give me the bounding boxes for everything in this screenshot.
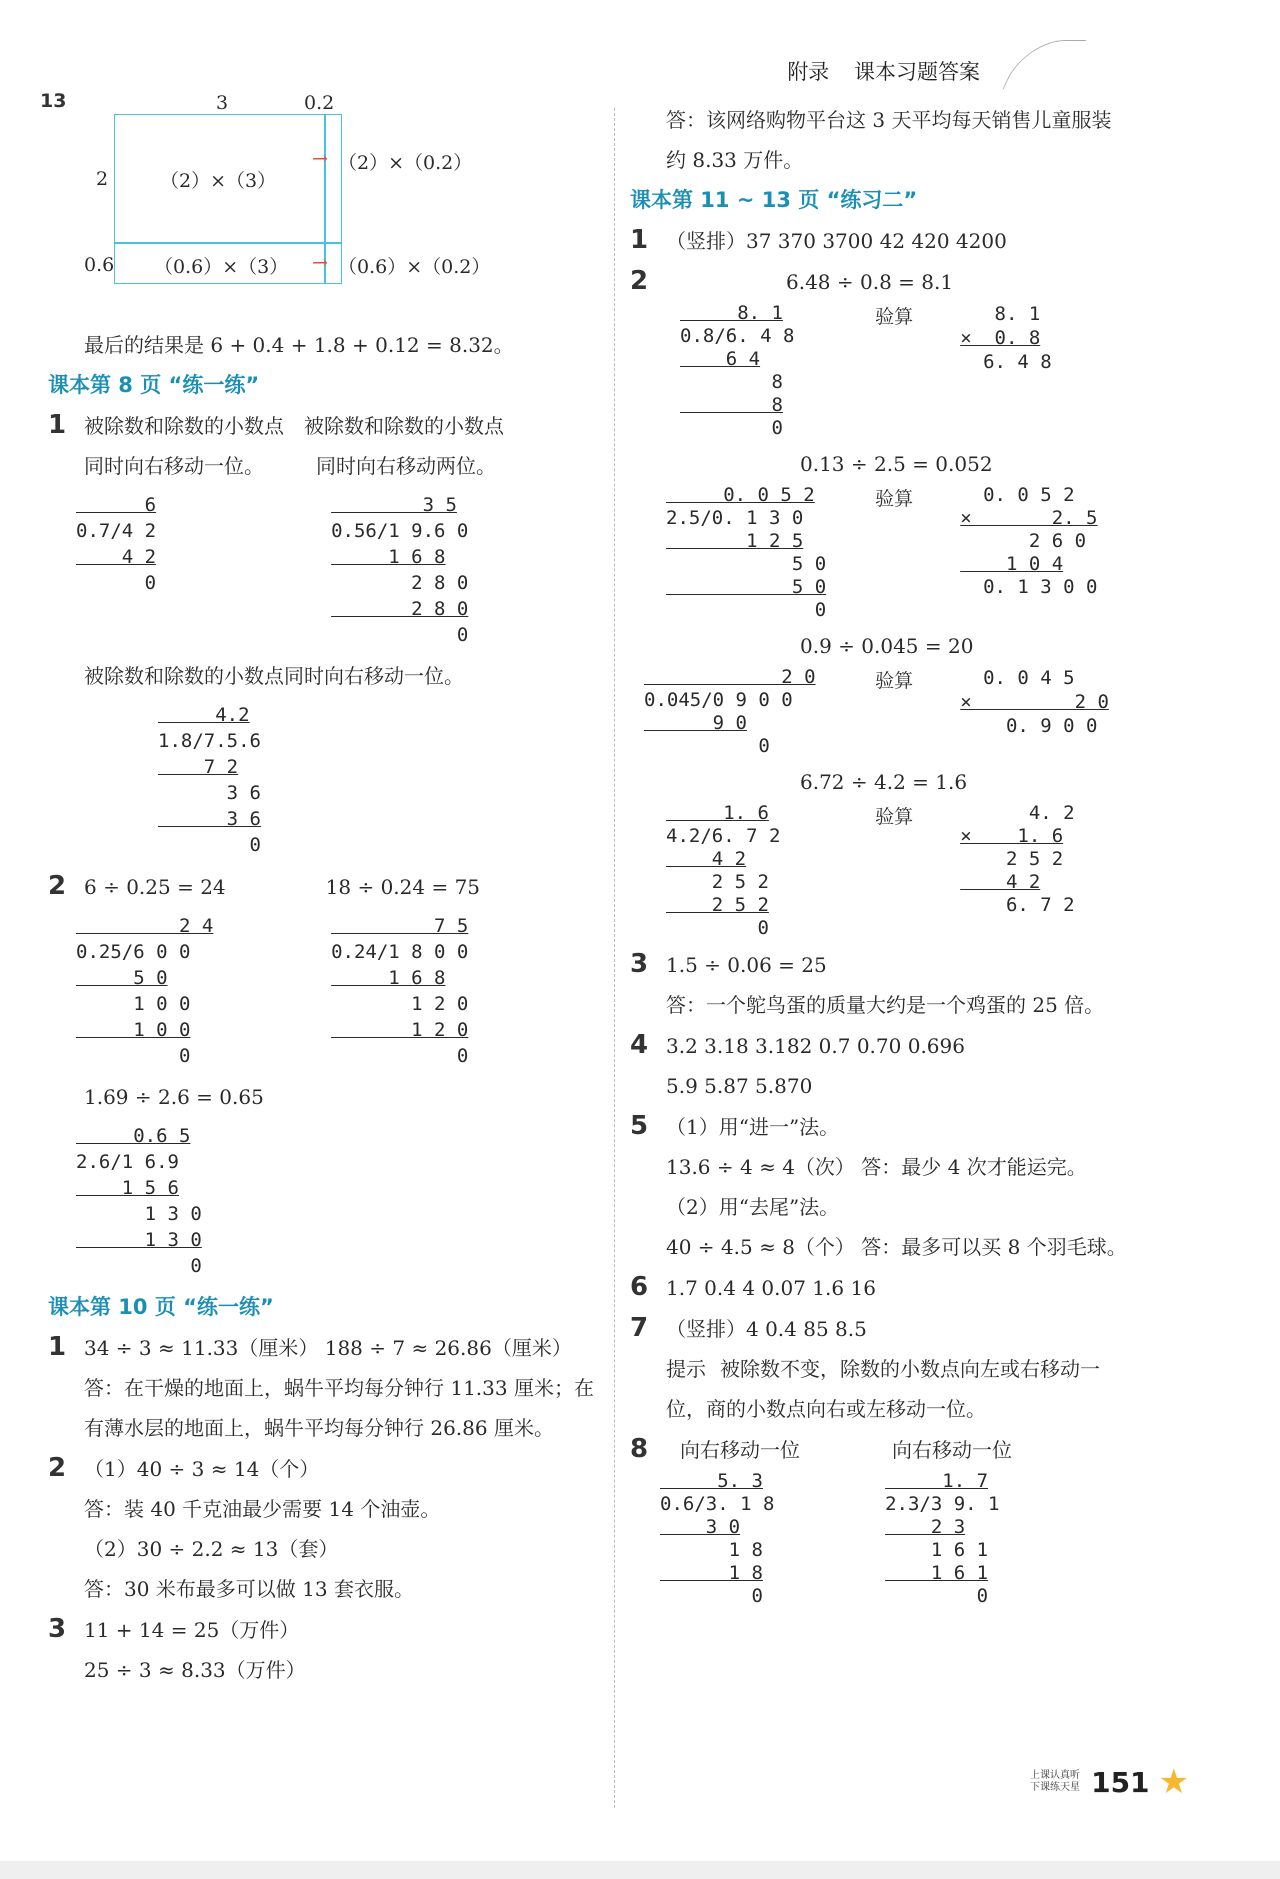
division-row: 3 0 <box>660 1516 741 1538</box>
p11-q5-a2: 13.6 ÷ 4 ≈ 4（次） 答：最少 4 次才能运完。 <box>666 1155 1087 1179</box>
division-row: 0 <box>76 1255 202 1277</box>
cell-bottom-label: （0.6）×（3） <box>154 256 289 278</box>
cell-main-label: （2）×（3） <box>160 170 277 192</box>
tip-line-1: 被除数不变，除数的小数点向左或右移动一 <box>720 1357 1100 1381</box>
division-row: 0.7/4 2 <box>76 520 157 542</box>
multiplication-row: 4 2 <box>960 871 1041 893</box>
question-number: 2 <box>48 871 67 901</box>
division-row: 4 2 <box>666 848 747 870</box>
quotient-row: 5. 3 <box>660 1470 763 1492</box>
height-label-0-6: 0.6 <box>84 254 115 276</box>
q3-answer-2: 约 8.33 万件。 <box>666 148 804 172</box>
division-row: 9 0 <box>644 712 747 734</box>
long-division-2-5 <box>666 484 830 622</box>
long-division-2-3 <box>885 1470 999 1608</box>
division-row: 1.8/7.5.6 <box>158 730 261 752</box>
long-division-0-045 <box>644 666 830 758</box>
division-row: 2 8 0 <box>331 598 469 620</box>
division-row: 8 <box>680 371 783 393</box>
p11-q7: （竖排）4 0.4 85 8.5 <box>666 1317 867 1341</box>
multiplication-row: × 2. 5 <box>960 507 1098 529</box>
q1-note-a1: 被除数和除数的小数点 <box>84 414 284 438</box>
p11-q5-a: （1）用“进一”法。 <box>666 1115 840 1139</box>
verify-label: 验算 <box>875 806 914 828</box>
quotient-row: 1. 6 <box>666 802 769 824</box>
division-row: 5 0 <box>666 576 827 598</box>
star-mascot-icon: ★ <box>1158 1762 1190 1802</box>
tip-line-2: 位，商的小数点向右或左移动一位。 <box>666 1397 986 1421</box>
p11-q8-a: 向右移动一位 <box>680 1438 800 1462</box>
height-label-2: 2 <box>96 168 109 190</box>
long-division-0-24 <box>331 913 468 1069</box>
division-row: 4.2/6. 7 2 <box>666 825 781 847</box>
question-number: 3 <box>630 949 649 979</box>
p11-q5-b2: 40 ÷ 4.5 ≈ 8（个） 答：最多可以买 8 个羽毛球。 <box>666 1235 1127 1259</box>
question-number: 6 <box>630 1272 649 1302</box>
division-row: 1 2 0 <box>331 993 469 1015</box>
division-row: 1 3 0 <box>76 1229 202 1251</box>
division-row: 0.045/0 9 0 0 <box>644 689 793 711</box>
division-row: 3 6 <box>158 782 261 804</box>
page-corner-decoration <box>1003 40 1087 89</box>
section-title-p11: 课本第 11 ~ 13 页 “练习二” <box>630 188 918 212</box>
division-row: 8 <box>680 394 783 416</box>
p11-q5-b: （2）用“去尾”法。 <box>666 1195 840 1219</box>
division-row: 2.5/0. 1 3 0 <box>666 507 804 529</box>
q1-note-c: 被除数和除数的小数点同时向右移动一位。 <box>84 664 464 688</box>
left-column <box>40 90 608 1690</box>
division-row: 0 <box>666 599 827 621</box>
multiplication-row: 6. 7 2 <box>960 894 1075 916</box>
division-row: 0 <box>885 1585 989 1607</box>
tip-label: 提示 <box>666 1357 706 1381</box>
page-number: 151 <box>1091 1765 1150 1799</box>
division-row: 3 6 <box>158 808 261 830</box>
division-row: 0 <box>158 834 261 856</box>
verify-label: 验算 <box>875 306 914 328</box>
division-row: 1 5 6 <box>76 1177 179 1199</box>
p10-q2-a: （1）40 ÷ 3 ≈ 14（个） <box>84 1457 320 1481</box>
verify-multiplication-3 <box>960 666 1109 738</box>
question-number: 1 <box>48 1332 67 1362</box>
multiplication-row: × 2 0 <box>960 691 1109 713</box>
multiplication-row: 0. 1 3 0 0 <box>960 576 1098 598</box>
q1-note-a2: 同时向右移动一位。 <box>84 454 264 478</box>
arrow-icon: → <box>312 148 328 170</box>
multiplication-row: 2 5 2 <box>960 848 1064 870</box>
question-number: 2 <box>630 266 649 296</box>
quotient-row: 4.2 <box>158 704 250 726</box>
q13-result: 最后的结果是 6 + 0.4 + 1.8 + 0.12 = 8.32。 <box>84 333 514 357</box>
page-footer <box>1030 1762 1189 1802</box>
multiplication-row: 8. 1 <box>960 303 1041 325</box>
division-row: 2 5 2 <box>666 871 769 893</box>
footer-slogan <box>1030 1770 1080 1794</box>
p10-q2-b: （2）30 ÷ 2.2 ≈ 13（套） <box>84 1537 339 1561</box>
width-label-0-2: 0.2 <box>304 92 335 114</box>
division-row: 2 8 0 <box>331 572 469 594</box>
division-row: 0.25/6 0 0 <box>76 941 191 963</box>
q2-eq-b: 18 ÷ 0.24 = 75 <box>325 875 481 899</box>
question-number: 7 <box>630 1313 649 1343</box>
quotient-row: 6 <box>76 494 157 516</box>
q13-area-diagram <box>40 90 608 325</box>
division-row: 1 6 8 <box>331 967 446 989</box>
division-row: 1 8 <box>660 1562 763 1584</box>
bottom-bar <box>0 1861 1280 1879</box>
multiplication-row: 6. 4 8 <box>960 351 1052 373</box>
section-title-p10: 课本第 10 页 “练一练” <box>48 1295 274 1319</box>
long-division-0-7 <box>76 492 298 596</box>
division-row: 1 6 8 <box>331 546 446 568</box>
long-division-0-25 <box>76 913 298 1069</box>
q3-answer-1: 答：该网络购物平台这 3 天平均每天销售儿童服装 <box>666 108 1112 132</box>
quotient-row: 0. 0 5 2 <box>666 484 815 506</box>
p11-q1: （竖排）37 370 3700 42 420 4200 <box>666 229 1007 253</box>
cell-corner-label: （0.6）×（0.2） <box>338 256 491 278</box>
long-division-1-8 <box>158 702 608 858</box>
division-row: 0 <box>331 1045 469 1067</box>
right-column <box>630 100 1210 1608</box>
division-row: 2.3/3 9. 1 <box>885 1493 1000 1515</box>
question-number: 13 <box>40 90 67 112</box>
p10-q2-a-answer: 答：装 40 千克油最少需要 14 个油壶。 <box>84 1497 441 1521</box>
p11-eq3: 0.9 ÷ 0.045 = 20 <box>800 634 974 658</box>
p11-q3: 1.5 ÷ 0.06 = 25 <box>666 953 827 977</box>
division-row: 2 5 2 <box>666 894 769 916</box>
multiplication-row: 0. 0 5 2 <box>960 484 1075 506</box>
p10-q2-b-answer: 答：30 米布最多可以做 13 套衣服。 <box>84 1577 414 1601</box>
multiplication-row: 2 6 0 <box>960 530 1087 552</box>
p11-eq1: 6.48 ÷ 0.8 = 8.1 <box>786 270 954 294</box>
q2-eq-c: 1.69 ÷ 2.6 = 0.65 <box>84 1085 264 1109</box>
p11-q6: 1.7 0.4 4 0.07 1.6 16 <box>666 1276 876 1300</box>
division-row: 0 <box>76 572 157 594</box>
quotient-row: 7 5 <box>331 915 469 937</box>
division-row: 1 6 1 <box>885 1562 989 1584</box>
section-title-p8: 课本第 8 页 “练一练” <box>48 373 260 397</box>
division-row: 1 3 0 <box>76 1203 202 1225</box>
p11-q8-b: 向右移动一位 <box>892 1438 1012 1462</box>
division-row: 0 <box>331 624 469 646</box>
p10-q1-eq: 34 ÷ 3 ≈ 11.33（厘米） 188 ÷ 7 ≈ 26.86（厘米） <box>84 1336 572 1360</box>
question-number: 2 <box>48 1453 67 1483</box>
question-number: 4 <box>630 1030 649 1060</box>
slogan-line-2: 下课练天星 <box>1030 1782 1080 1793</box>
quotient-row: 2 0 <box>644 666 816 688</box>
quotient-row: 8. 1 <box>680 302 783 324</box>
division-row: 0 <box>680 417 783 439</box>
division-row: 0.6/3. 1 8 <box>660 1493 775 1515</box>
slogan-line-1: 上课认真听 <box>1030 1770 1080 1781</box>
division-row: 0 <box>666 917 769 939</box>
long-division-0-8 <box>680 302 830 440</box>
verify-label: 验算 <box>875 488 914 510</box>
multiplication-row: 0. 9 0 0 <box>960 715 1098 737</box>
q2-eq-a: 6 ÷ 0.25 = 24 <box>84 875 226 899</box>
p10-q1-answer-1: 答：在干燥的地面上，蜗牛平均每分钟行 11.33 厘米；在 <box>84 1376 594 1400</box>
quotient-row: 1. 7 <box>885 1470 989 1492</box>
column-divider <box>614 108 615 1808</box>
question-number: 3 <box>48 1614 67 1644</box>
appendix-label: 附录 <box>787 60 830 84</box>
division-row: 5 0 <box>76 967 168 989</box>
width-label-3: 3 <box>216 92 229 114</box>
verify-multiplication-4 <box>960 802 1074 917</box>
quotient-row: 3 5 <box>331 494 457 516</box>
p11-q4-b: 5.9 5.87 5.870 <box>666 1074 813 1098</box>
division-row: 0.8/6. 4 8 <box>680 325 795 347</box>
division-row: 1 6 1 <box>885 1539 989 1561</box>
division-row: 0.24/1 8 0 0 <box>331 941 469 963</box>
division-row: 2 3 <box>885 1516 966 1538</box>
header-title: 课本习题答案 <box>854 60 980 84</box>
verify-label: 验算 <box>875 670 914 692</box>
p11-q3-answer: 答：一个鸵鸟蛋的质量大约是一个鸡蛋的 25 倍。 <box>666 993 1105 1017</box>
multiplication-row: × 1. 6 <box>960 825 1064 847</box>
question-number: 8 <box>630 1434 649 1464</box>
division-row: 1 2 5 <box>666 530 804 552</box>
q1-note-b2: 同时向右移动两位。 <box>316 454 496 478</box>
division-row: 0 <box>76 1045 191 1067</box>
division-row: 1 0 0 <box>76 1019 191 1041</box>
verify-multiplication-2 <box>960 484 1097 599</box>
verify-multiplication-1 <box>960 302 1052 374</box>
p10-q3-b: 25 ÷ 3 ≈ 8.33（万件） <box>84 1658 306 1682</box>
multiplication-row: 1 0 4 <box>960 553 1064 575</box>
division-row: 7 2 <box>158 756 239 778</box>
long-division-0-56 <box>331 492 468 648</box>
division-row: 4 2 <box>76 546 157 568</box>
division-row: 6 4 <box>680 348 761 370</box>
p10-q1-answer-2: 有薄水层的地面上，蜗牛平均每分钟行 26.86 厘米。 <box>84 1416 554 1440</box>
long-division-4-2 <box>666 802 830 940</box>
division-row: 5 0 <box>666 553 827 575</box>
question-number: 5 <box>630 1111 649 1141</box>
division-row: 1 0 0 <box>76 993 191 1015</box>
p11-eq2: 0.13 ÷ 2.5 = 0.052 <box>800 452 993 476</box>
p11-eq4: 6.72 ÷ 4.2 = 1.6 <box>800 770 968 794</box>
division-row: 0 <box>660 1585 763 1607</box>
multiplication-row: × 0. 8 <box>960 327 1041 349</box>
division-row: 0 <box>644 735 770 757</box>
long-division-0-6 <box>660 1470 880 1608</box>
division-row: 0.56/1 9.6 0 <box>331 520 469 542</box>
arrow-icon: → <box>312 252 328 274</box>
multiplication-row: 0. 0 4 5 <box>960 667 1075 689</box>
p10-q3-a: 11 + 14 = 25（万件） <box>84 1618 300 1642</box>
division-row: 2.6/1 6.9 <box>76 1151 179 1173</box>
division-row: 1 8 <box>660 1539 763 1561</box>
q1-note-b1: 被除数和除数的小数点 <box>304 414 504 438</box>
question-number: 1 <box>48 410 67 440</box>
area-rect-right <box>324 114 342 244</box>
p11-q4-a: 3.2 3.18 3.182 0.7 0.70 0.696 <box>666 1034 965 1058</box>
long-division-2-6 <box>76 1123 608 1279</box>
division-row: 1 2 0 <box>331 1019 469 1041</box>
running-header <box>769 56 980 86</box>
quotient-row: 2 4 <box>76 915 214 937</box>
question-number: 1 <box>630 225 649 255</box>
quotient-row: 0.6 5 <box>76 1125 191 1147</box>
multiplication-row: 4. 2 <box>960 802 1075 824</box>
cell-right-label: （2）×（0.2） <box>338 152 473 174</box>
